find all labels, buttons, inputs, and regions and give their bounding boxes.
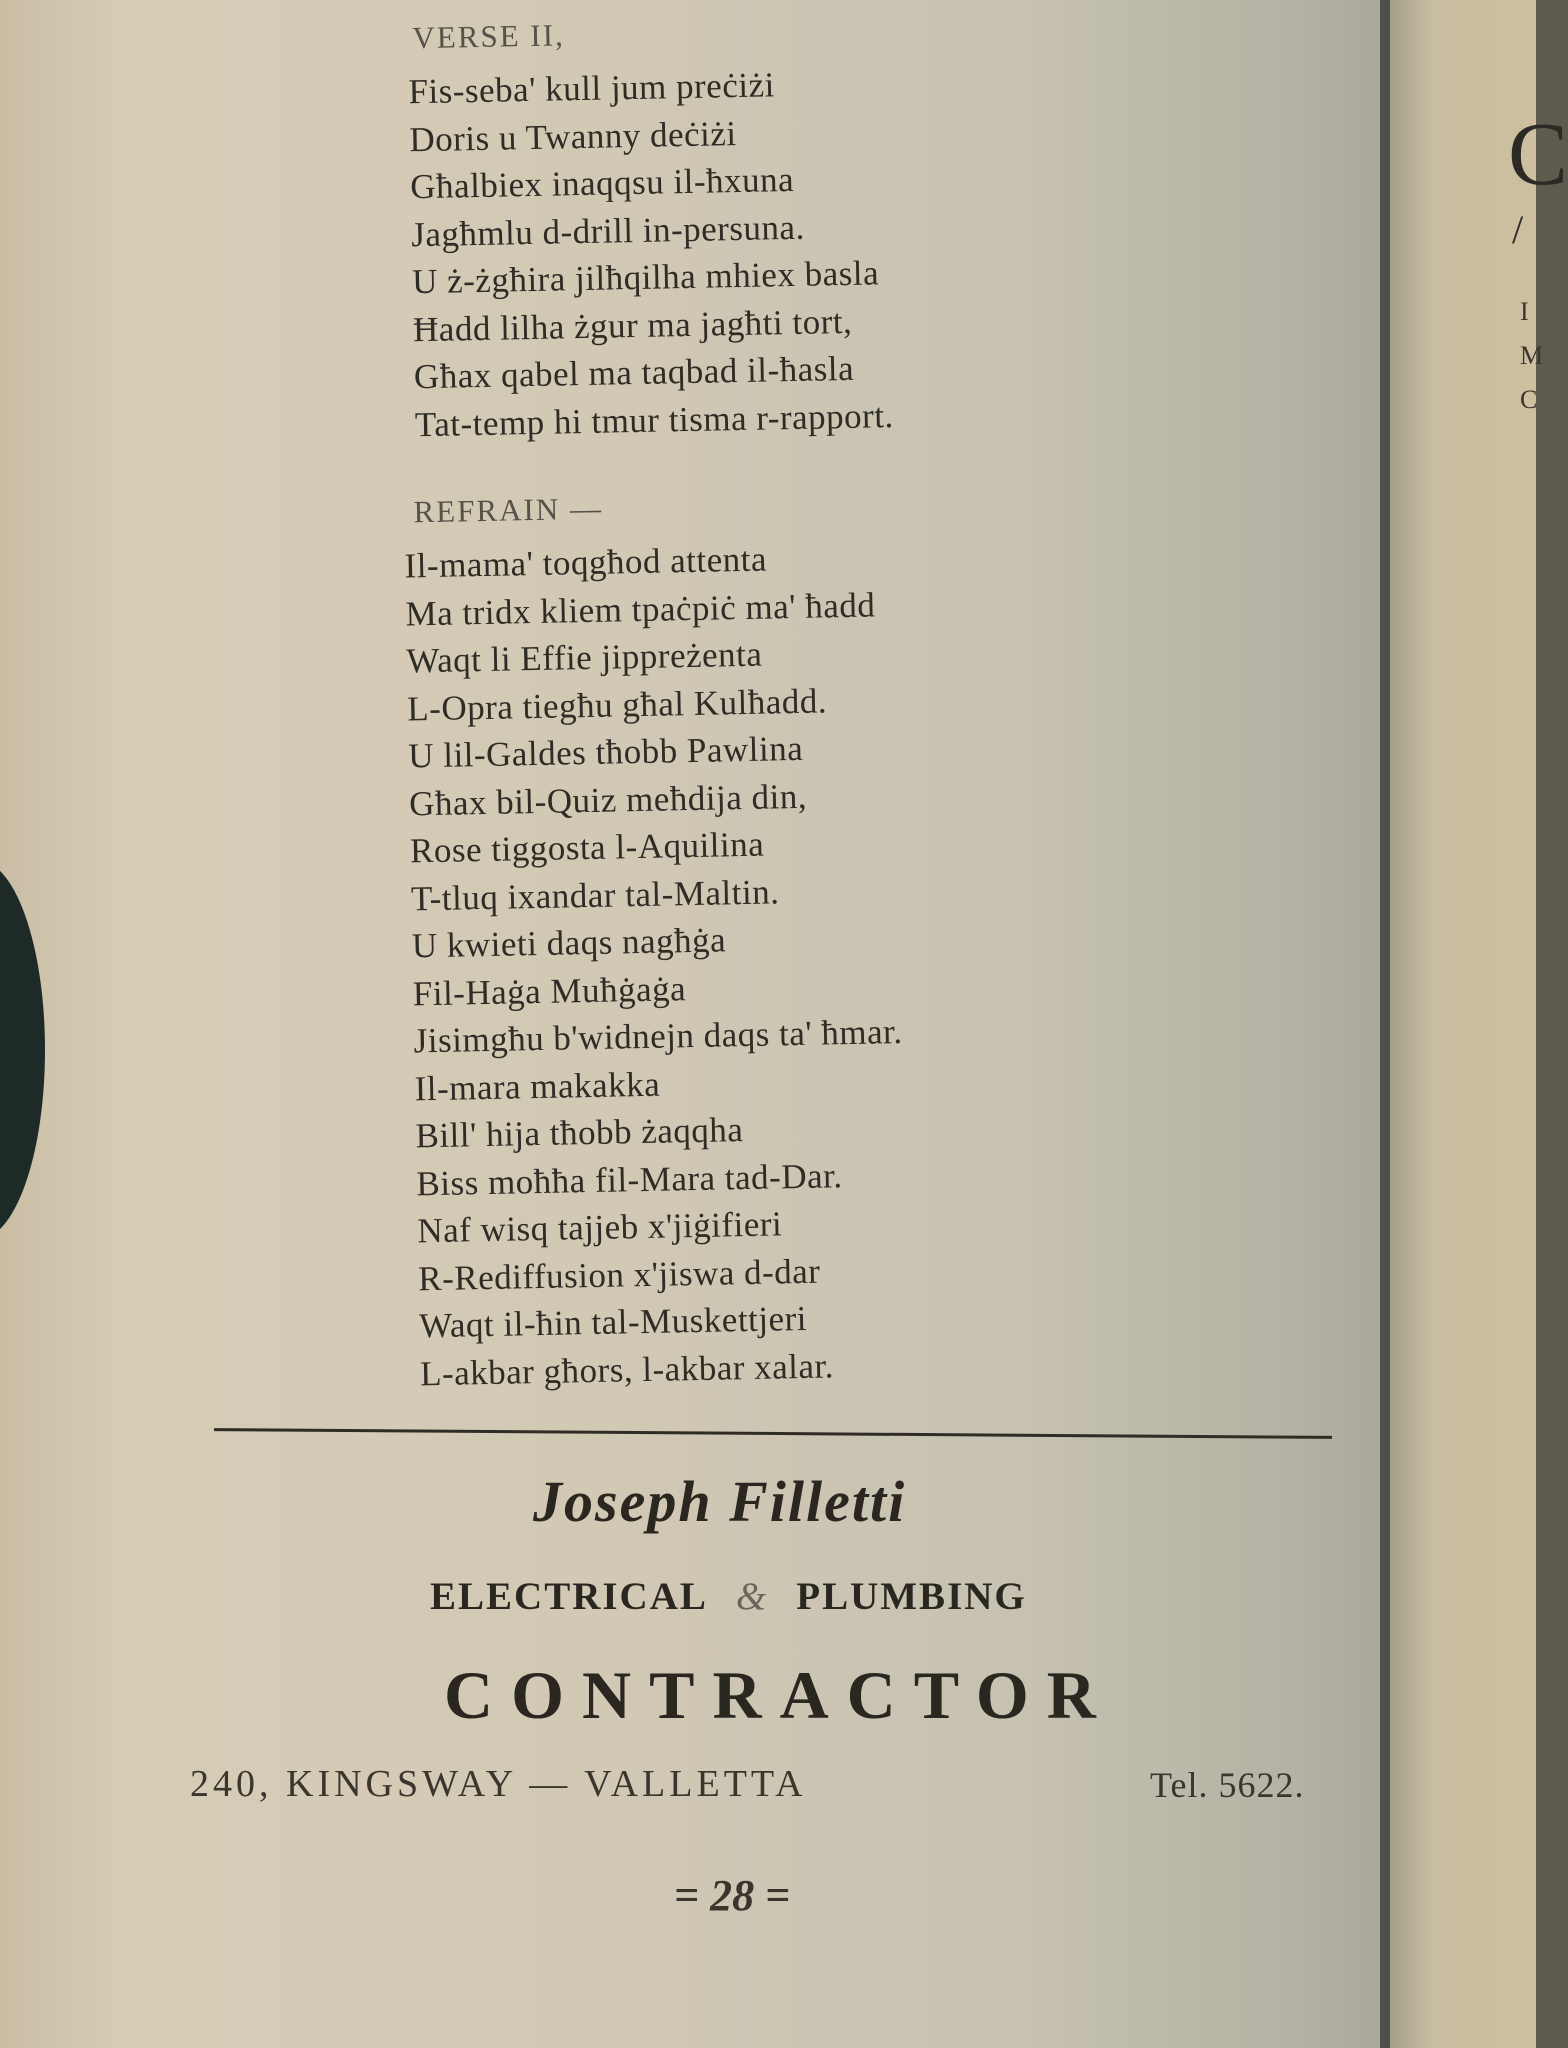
refrain-line: Il-mara makakka xyxy=(414,1064,661,1108)
verse-lines xyxy=(373,54,1140,449)
refrain-lines xyxy=(382,528,1158,1397)
refrain-line: T-tluq ixandar tal-Maltin. xyxy=(410,871,780,918)
ad-business-name: Joseph Filletti xyxy=(533,1469,907,1534)
refrain-line: R-Rediffusion x'jiswa d-dar xyxy=(417,1251,821,1298)
next-page-fragment: C xyxy=(1520,385,1538,414)
next-page-fragment: M xyxy=(1520,341,1544,370)
ad-title: CONTRACTOR xyxy=(444,1657,1114,1733)
next-page-fragment: I xyxy=(1520,297,1529,326)
next-page-glyph-small: / xyxy=(1512,207,1524,252)
ad-ampersand: & xyxy=(735,1575,769,1618)
next-page-glyph: C xyxy=(1508,105,1568,204)
refrain-heading: REFRAIN — xyxy=(413,490,604,530)
lyrics-block xyxy=(372,0,1158,1397)
verse-line: Ħadd lilha żgur ma jagħti tort, xyxy=(412,301,853,349)
refrain-line: Waqt li Effie jippreżenta xyxy=(406,634,763,681)
refrain-line: Bill' hija tħobb żaqqha xyxy=(415,1110,744,1156)
ad-phone: Tel. 5622. xyxy=(1150,1765,1305,1805)
refrain-line: Naf wisq tajjeb x'jiġifieri xyxy=(416,1204,783,1251)
refrain-line: Jisimgħu b'widnejn daqs ta' ħmar. xyxy=(413,1012,903,1061)
page-number: = 28 = xyxy=(674,1871,791,1920)
verse-line: Fis-seba' kull jum preċiżi xyxy=(408,65,776,112)
ad-divider-rule xyxy=(214,1428,1332,1439)
next-page-fragments xyxy=(1520,290,1543,422)
ad-trade-left: ELECTRICAL xyxy=(430,1575,708,1618)
ad-trade-line xyxy=(430,1574,1027,1619)
refrain-line: Rose tiggosta l-Aquilina xyxy=(409,824,765,871)
dark-disc-edge xyxy=(0,860,45,1240)
refrain-line: U lil-Galdes tħobb Pawlina xyxy=(407,728,804,776)
verse-line: U ż-żgħira jilħqilha mhiex basla xyxy=(411,253,880,302)
verse-line: Għax qabel ma taqbad il-ħasla xyxy=(413,348,855,397)
verse-line: Doris u Twanny deċiżi xyxy=(409,113,737,159)
refrain-line: U kwieti daqs nagħġa xyxy=(411,920,727,966)
verse-line: Għalbiex inaqqsu il-ħxuna xyxy=(409,159,795,207)
ad-address: 240, KINGSWAY — VALLETTA xyxy=(190,1763,807,1805)
refrain-line: Il-mama' toqgħod attenta xyxy=(404,539,768,586)
verse-heading: VERSE II, xyxy=(412,17,566,56)
refrain-line: Fil-Haġa Muħġaġa xyxy=(412,968,687,1013)
refrain-line: L-akbar għors, l-akbar xalar. xyxy=(419,1345,835,1393)
ad-trade-right: PLUMBING xyxy=(796,1575,1027,1618)
refrain-line: L-Opra tiegħu għal Kulħadd. xyxy=(406,680,828,728)
next-page-edge xyxy=(1380,0,1568,2048)
verse-line: Tat-temp hi tmur tisma r-rapport. xyxy=(414,395,895,444)
refrain-line: Għax bil-Quiz meħdija din, xyxy=(408,776,808,823)
refrain-line: Ma tridx kliem tpaċpiċ ma' ħadd xyxy=(405,584,876,633)
verse-line: Jagħmlu d-drill in-persuna. xyxy=(410,207,806,254)
refrain-line: Waqt il-ħin tal-Muskettjeri xyxy=(418,1298,808,1346)
refrain-line: Biss moħħa fil-Mara tad-Dar. xyxy=(416,1155,843,1203)
